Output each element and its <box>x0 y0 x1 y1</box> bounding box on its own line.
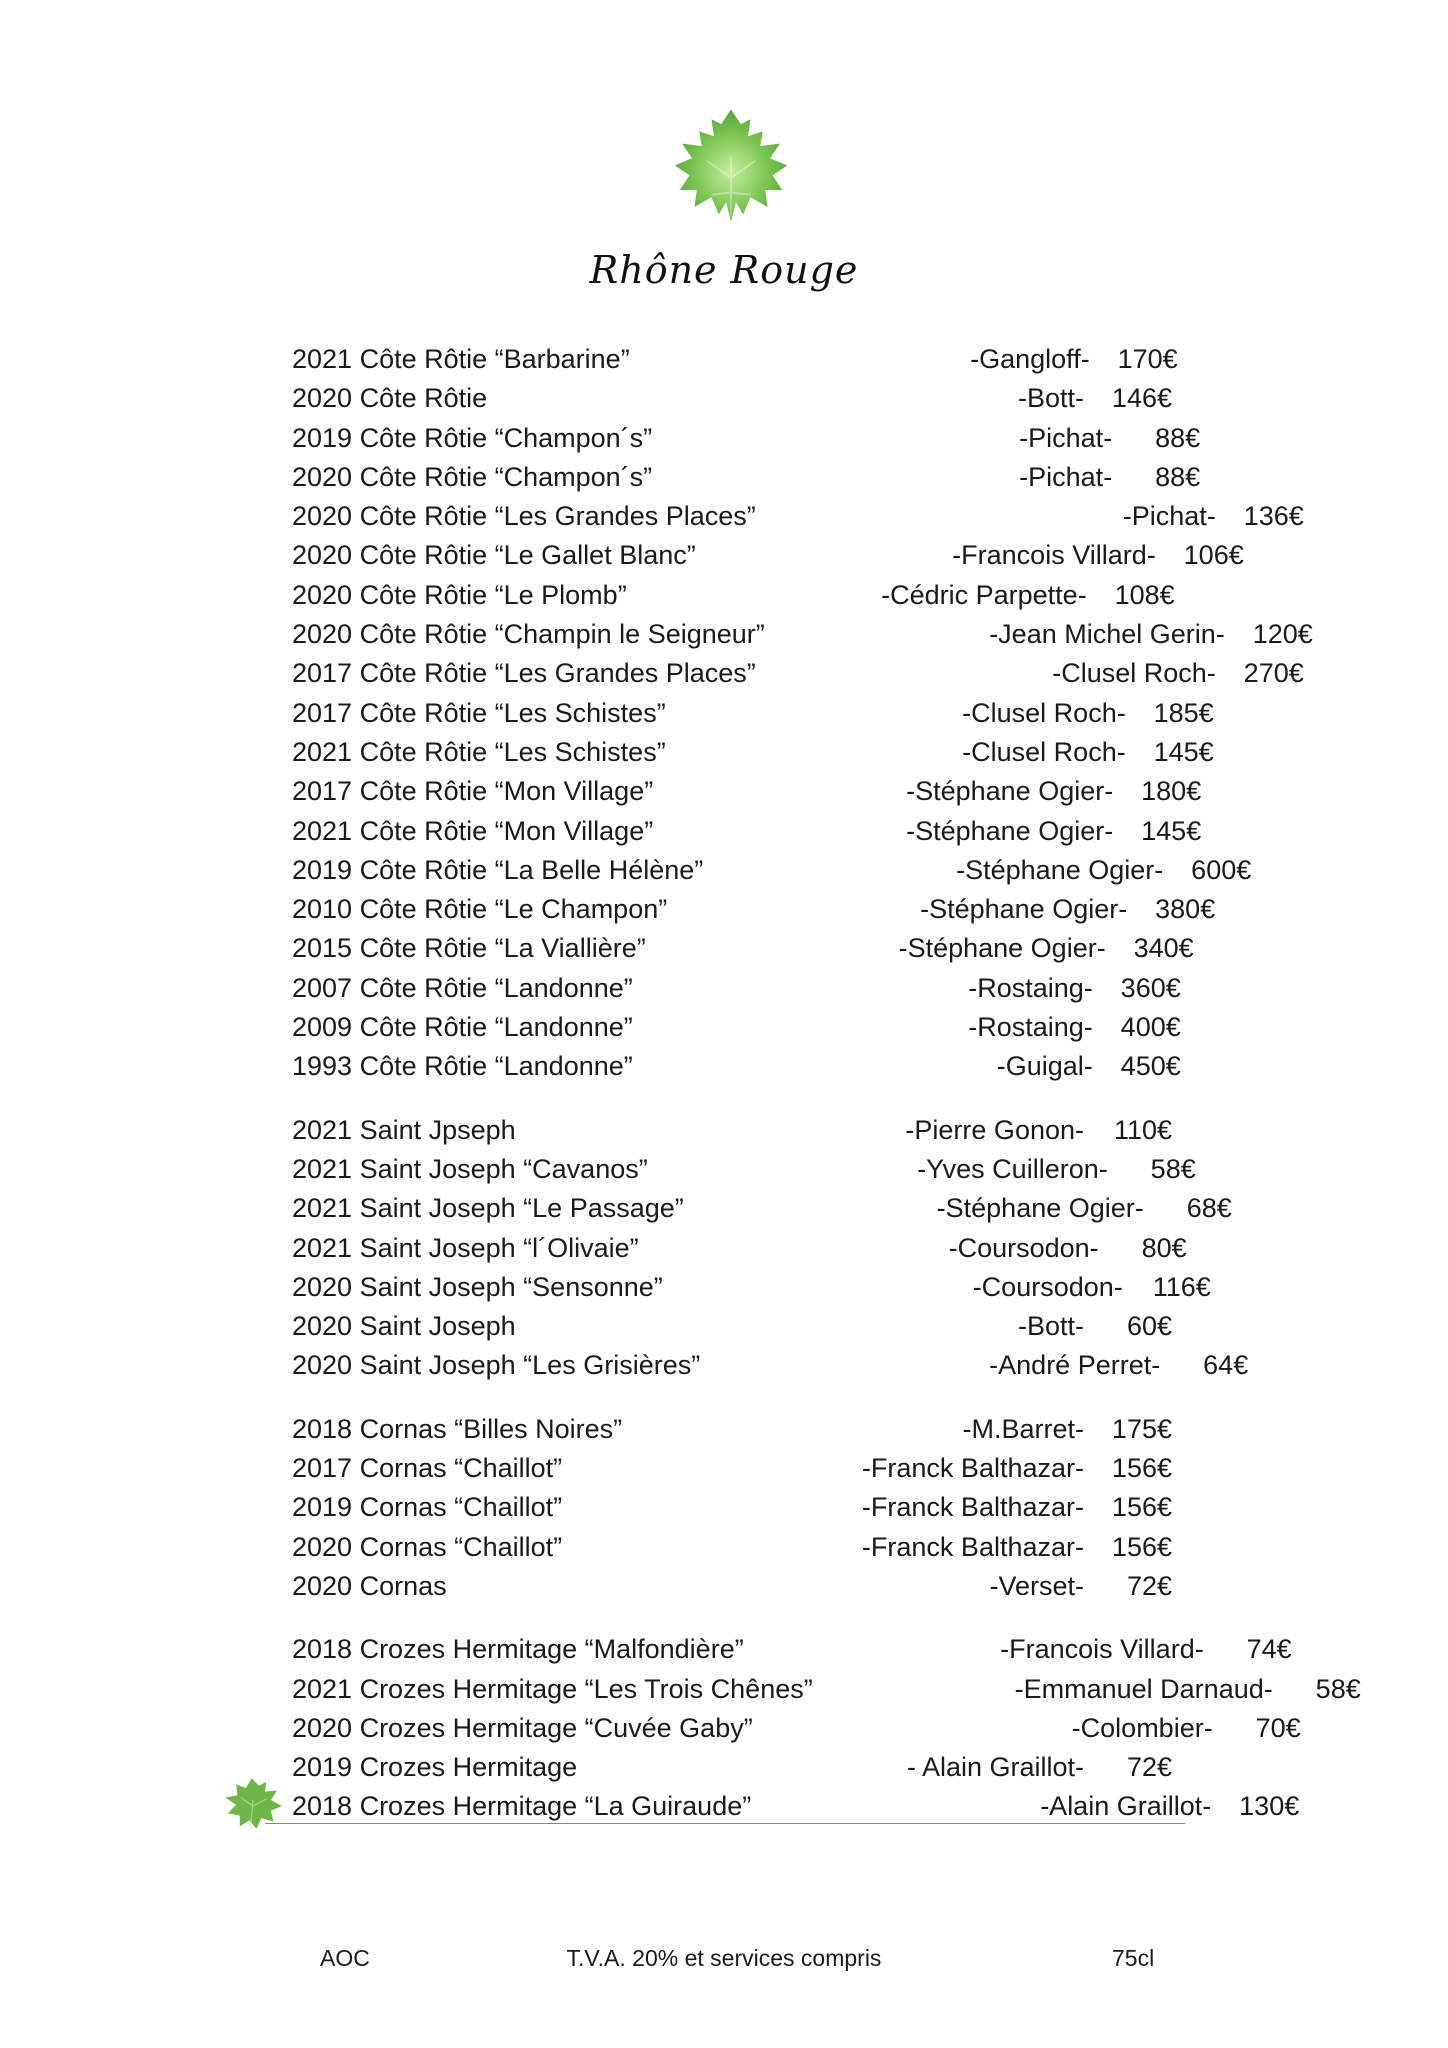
wine-price: 60€ <box>1126 1311 1172 1342</box>
producer-name: -André Perret- <box>989 1350 1161 1381</box>
wine-price: 58€ <box>1150 1153 1196 1184</box>
wine-name: 2015 Côte Rôtie “La Viallière” <box>292 933 646 964</box>
producer-name: -Francois Villard- <box>1000 1634 1204 1665</box>
wine-row <box>292 340 1178 379</box>
wine-row <box>292 654 1304 693</box>
wine-row <box>292 615 1313 654</box>
producer-name: -Stéphane Ogier- <box>920 894 1128 925</box>
wine-row <box>292 1410 1172 1449</box>
wine-price: 88€ <box>1155 422 1201 453</box>
producer-name: -Clusel Roch- <box>1052 658 1216 689</box>
wine-price: 180€ <box>1141 776 1202 807</box>
producer-name: -Pichat- <box>1122 501 1216 532</box>
wine-price: 120€ <box>1252 619 1313 650</box>
wine-name: 2020 Côte Rôtie “Le Gallet Blanc” <box>292 540 696 571</box>
producer-name: - Alain Graillot- <box>906 1752 1084 1783</box>
producer-name: -Coursodon- <box>948 1232 1099 1263</box>
wine-price: 64€ <box>1203 1350 1249 1381</box>
wine-row <box>292 379 1172 418</box>
wine-price: 110€ <box>1113 1114 1172 1145</box>
producer-name: -Clusel Roch- <box>962 697 1126 728</box>
producer-name: -Clusel Roch- <box>962 736 1126 767</box>
wine-name: 2021 Saint Joseph “Le Passage” <box>292 1193 684 1224</box>
wine-row <box>292 1630 1292 1669</box>
wine-row <box>292 1709 1301 1748</box>
wine-name: 1993 Côte Rôtie “Landonne” <box>292 1051 633 1082</box>
wine-price: 68€ <box>1186 1193 1232 1224</box>
wine-row <box>292 929 1194 968</box>
producer-name: -Francois Villard- <box>952 540 1156 571</box>
wine-row <box>292 1670 1361 1709</box>
wine-name: 2021 Saint Jpseph <box>292 1114 516 1145</box>
wine-price: 156€ <box>1111 1531 1172 1562</box>
wine-section <box>292 1410 1172 1606</box>
wine-row <box>292 1150 1196 1189</box>
wine-row <box>292 1488 1172 1527</box>
wine-price: 175€ <box>1111 1413 1172 1444</box>
wine-price: 600€ <box>1191 854 1252 885</box>
footer-aoc: AOC <box>320 1945 370 1971</box>
wine-price: 80€ <box>1141 1232 1187 1263</box>
producer-name: -M.Barret- <box>962 1413 1084 1444</box>
wine-row <box>292 1111 1172 1150</box>
wine-name: 2020 Côte Rôtie “Champin le Seigneur” <box>292 619 765 650</box>
wine-row <box>292 969 1181 1008</box>
wine-price: 106€ <box>1183 540 1244 571</box>
producer-name: -Franck Balthazar- <box>861 1453 1084 1484</box>
wine-row <box>292 1449 1172 1488</box>
wine-name: 2020 Saint Joseph “Sensonne” <box>292 1271 663 1302</box>
wine-price: 380€ <box>1155 894 1216 925</box>
wine-name: 2021 Côte Rôtie “Barbarine” <box>292 344 630 374</box>
producer-name: -Jean Michel Gerin- <box>989 619 1225 650</box>
wine-price: 70€ <box>1255 1712 1301 1743</box>
wine-row <box>292 1567 1172 1606</box>
producer-name: -Stéphane Ogier- <box>956 854 1164 885</box>
producer-name: -Franck Balthazar- <box>861 1531 1084 1562</box>
wine-name: 2017 Côte Rôtie “Mon Village” <box>292 776 654 807</box>
wine-row <box>292 419 1201 458</box>
wine-row <box>292 536 1244 575</box>
wine-price: 170€ <box>1117 344 1178 374</box>
wine-price: 74€ <box>1246 1634 1292 1665</box>
wine-row <box>292 1748 1172 1787</box>
wine-price: 72€ <box>1126 1570 1172 1601</box>
wine-name: 2021 Côte Rôtie “Les Schistes” <box>292 736 666 767</box>
wine-name: 2017 Côte Rôtie “Les Schistes” <box>292 697 666 728</box>
wine-name: 2020 Côte Rôtie “Le Plomb” <box>292 579 627 610</box>
wine-row <box>292 458 1201 497</box>
wine-name: 2021 Saint Joseph “l´Olivaie” <box>292 1232 639 1263</box>
wine-row <box>292 1787 1300 1826</box>
wine-row <box>292 890 1216 929</box>
wine-price: 108€ <box>1114 579 1175 610</box>
producer-name: -Alain Graillot- <box>1040 1791 1212 1822</box>
footer-tax-note: T.V.A. 20% et services compris <box>566 1945 882 1971</box>
producer-name: -Bott- <box>1017 383 1084 414</box>
small-vine-leaf-icon <box>222 1776 284 1830</box>
producer-name: -Stéphane Ogier- <box>906 776 1114 807</box>
wine-row <box>292 1528 1172 1567</box>
wine-list <box>292 340 1361 1851</box>
wine-name: 2020 Saint Joseph <box>292 1311 516 1342</box>
wine-name: 2009 Côte Rôtie “Landonne” <box>292 1012 633 1043</box>
producer-name: -Pichat- <box>1019 422 1113 453</box>
producer-name: -Rostaing- <box>968 972 1093 1003</box>
wine-name: 2018 Cornas “Billes Noires” <box>292 1413 623 1444</box>
wine-name: 2019 Cornas “Chaillot” <box>292 1492 563 1523</box>
bottom-divider <box>265 1823 1185 1824</box>
wine-price: 88€ <box>1155 461 1201 492</box>
producer-name: -Cédric Parpette- <box>881 579 1087 610</box>
wine-price: 72€ <box>1126 1752 1172 1783</box>
wine-price: 156€ <box>1111 1453 1172 1484</box>
wine-row <box>292 733 1214 772</box>
wine-row <box>292 812 1202 851</box>
wine-row <box>292 772 1202 811</box>
footer-volume: 75cl <box>1112 1945 1155 1971</box>
producer-name: -Yves Cuilleron- <box>917 1153 1108 1184</box>
wine-name: 2021 Crozes Hermitage “Les Trois Chênes” <box>292 1673 813 1704</box>
wine-name: 2021 Côte Rôtie “Mon Village” <box>292 815 654 846</box>
wine-price: 360€ <box>1120 972 1181 1003</box>
producer-name: -Colombier- <box>1071 1712 1213 1743</box>
wine-name: 2020 Côte Rôtie <box>292 383 488 414</box>
producer-name: -Emmanuel Darnaud- <box>1014 1673 1273 1704</box>
wine-name: 2020 Cornas “Chaillot” <box>292 1531 563 1562</box>
wine-price: 116€ <box>1152 1271 1211 1302</box>
producer-name: -Gangloff- <box>970 344 1090 374</box>
wine-name: 2019 Côte Rôtie “La Belle Hélène” <box>292 854 704 885</box>
wine-name: 2017 Côte Rôtie “Les Grandes Places” <box>292 658 756 689</box>
wine-name: 2020 Côte Rôtie “Les Grandes Places” <box>292 501 756 532</box>
producer-name: -Verset- <box>989 1570 1084 1601</box>
producer-name: -Coursodon- <box>972 1271 1123 1302</box>
producer-name: -Bott- <box>1017 1311 1084 1342</box>
producer-name: -Stéphane Ogier- <box>936 1193 1144 1224</box>
wine-price: 185€ <box>1153 697 1214 728</box>
wine-name: 2019 Côte Rôtie “Champon´s” <box>292 422 653 453</box>
wine-name: 2018 Crozes Hermitage “La Guiraude” <box>292 1791 752 1822</box>
wine-price: 145€ <box>1153 736 1214 767</box>
wine-section <box>292 1630 1361 1826</box>
wine-price: 130€ <box>1239 1791 1300 1822</box>
wine-name: 2018 Crozes Hermitage “Malfondière” <box>292 1634 744 1665</box>
wine-price: 450€ <box>1120 1051 1181 1082</box>
vine-leaf-icon <box>670 104 792 232</box>
wine-section <box>292 340 1313 1087</box>
page-title: Rhône Rouge <box>589 248 859 292</box>
producer-name: -Stéphane Ogier- <box>898 933 1106 964</box>
producer-name: -Pichat- <box>1019 461 1113 492</box>
wine-price: 156€ <box>1111 1492 1172 1523</box>
wine-row <box>292 497 1304 536</box>
wine-row <box>292 1008 1181 1047</box>
wine-name: 2020 Crozes Hermitage “Cuvée Gaby” <box>292 1712 753 1743</box>
wine-row <box>292 1047 1181 1086</box>
wine-name: 2010 Côte Rôtie “Le Champon” <box>292 894 668 925</box>
wine-row <box>292 1307 1172 1346</box>
wine-row <box>292 1229 1187 1268</box>
wine-section <box>292 1111 1249 1386</box>
producer-name: -Rostaing- <box>968 1012 1093 1043</box>
producer-name: -Stéphane Ogier- <box>906 815 1114 846</box>
wine-row <box>292 1189 1232 1228</box>
wine-name: 2021 Saint Joseph “Cavanos” <box>292 1153 648 1184</box>
wine-row <box>292 851 1252 890</box>
producer-name: -Franck Balthazar- <box>861 1492 1084 1523</box>
wine-row <box>292 576 1175 615</box>
wine-price: 58€ <box>1315 1673 1361 1704</box>
wine-price: 270€ <box>1243 658 1304 689</box>
wine-price: 146€ <box>1111 383 1172 414</box>
wine-name: 2020 Côte Rôtie “Champon´s” <box>292 461 653 492</box>
producer-name: -Pierre Gonon- <box>905 1114 1084 1145</box>
wine-row <box>292 1346 1249 1385</box>
wine-price: 145€ <box>1141 815 1202 846</box>
wine-name: 2020 Cornas <box>292 1570 447 1601</box>
wine-name: 2007 Côte Rôtie “Landonne” <box>292 972 633 1003</box>
wine-price: 136€ <box>1243 501 1304 532</box>
wine-price: 340€ <box>1133 933 1194 964</box>
wine-row <box>292 1268 1211 1307</box>
wine-name: 2017 Cornas “Chaillot” <box>292 1453 563 1484</box>
wine-price: 400€ <box>1120 1012 1181 1043</box>
wine-name: 2020 Saint Joseph “Les Grisières” <box>292 1350 701 1381</box>
wine-row <box>292 694 1214 733</box>
producer-name: -Guigal- <box>996 1051 1093 1082</box>
wine-name: 2019 Crozes Hermitage <box>292 1752 578 1783</box>
